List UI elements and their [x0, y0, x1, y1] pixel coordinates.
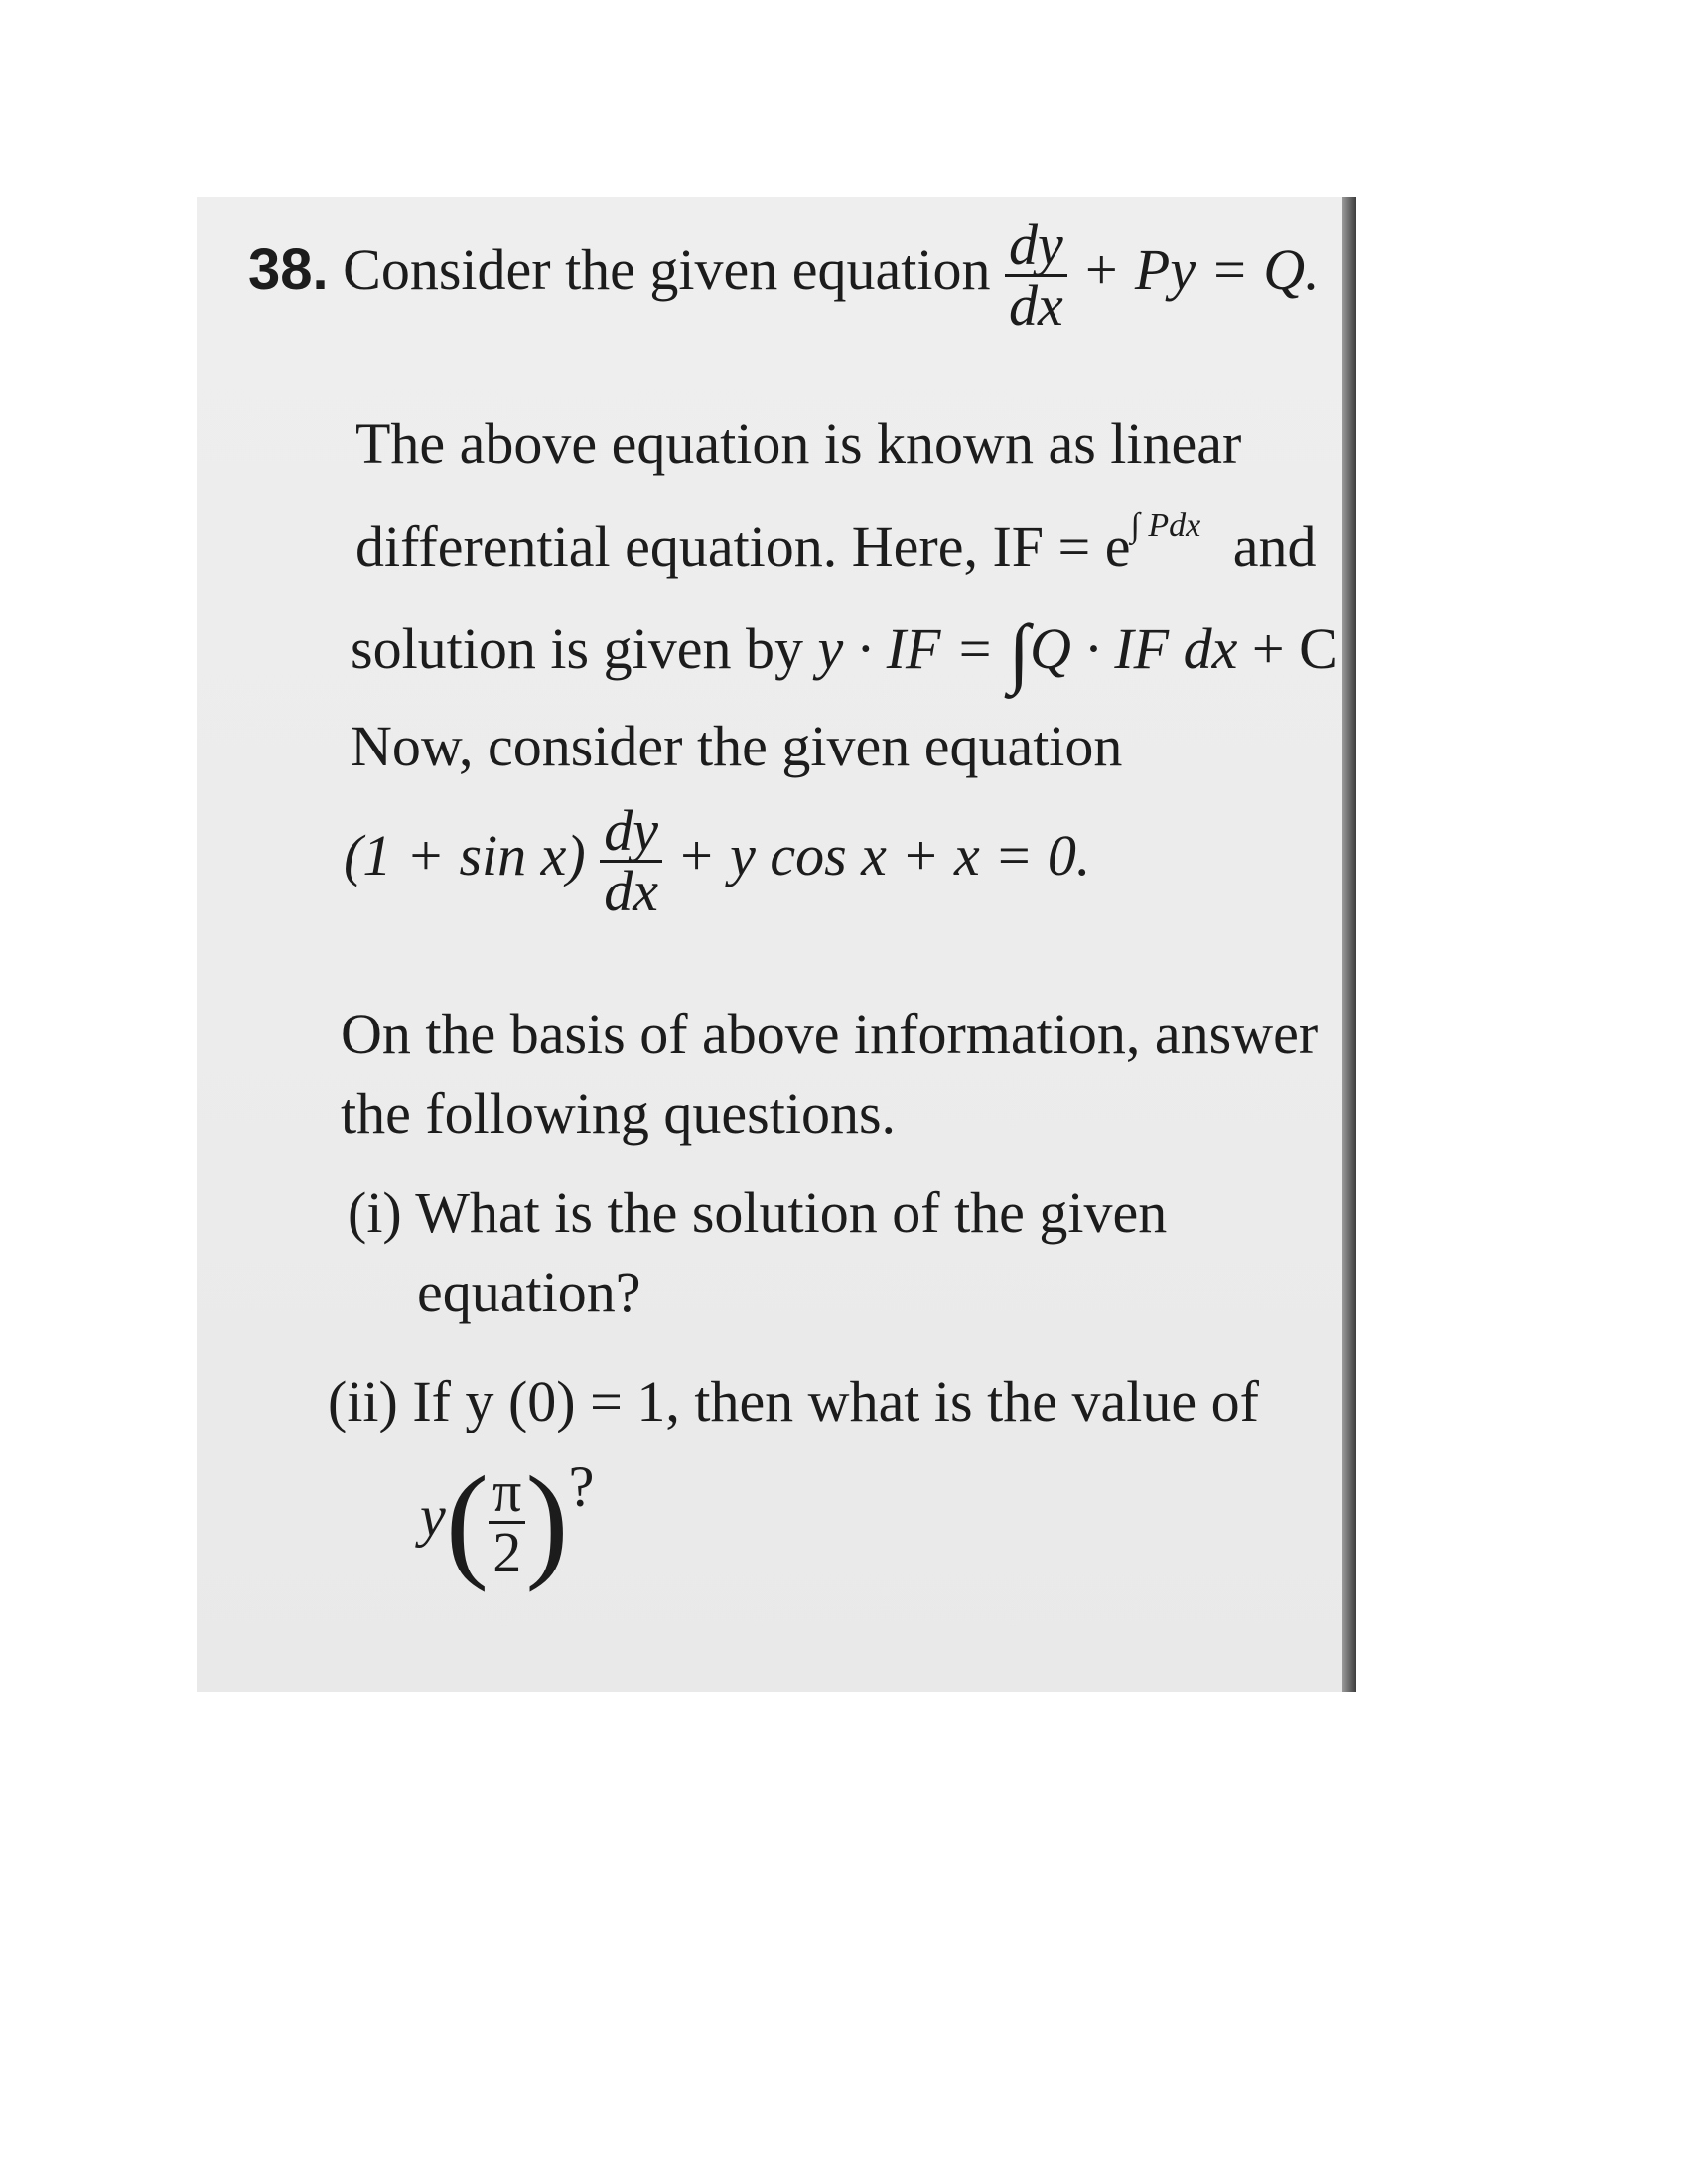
- book-page-photo: [197, 197, 1356, 1692]
- differential: dx: [1183, 616, 1238, 681]
- paragraph-line-3: [351, 609, 1337, 695]
- subquestion-i-line-2: equation?: [417, 1260, 641, 1324]
- exponent: ∫ Pdx: [1130, 507, 1201, 544]
- second-eq-numerator: dy: [604, 798, 658, 863]
- question-intro: Consider the given equation: [343, 236, 991, 302]
- second-eq-factor: (1 + sin x): [344, 822, 586, 887]
- integral-sign: ∫: [1008, 609, 1030, 695]
- question-number: 38.: [248, 236, 329, 302]
- question-header: [248, 212, 1320, 338]
- basis-line-1: On the basis of above information, answer: [341, 1002, 1319, 1066]
- two-symbol: 2: [492, 1519, 522, 1584]
- second-eq-rest: + y cos x + x = 0.: [676, 822, 1091, 887]
- fraction-denominator: dx: [1009, 273, 1063, 338]
- integrating-factor-text: differential equation. Here, IF = e: [355, 514, 1131, 579]
- and-text: and: [1232, 514, 1317, 579]
- pi-over-2-fraction: [489, 1458, 525, 1584]
- book-spine-shadow: [1342, 197, 1356, 1692]
- y-symbol: y: [420, 1483, 446, 1549]
- paragraph-line-4: Now, consider the given equation: [351, 714, 1123, 778]
- second-eq-denominator: dx: [604, 859, 658, 923]
- subquestion-ii: (ii) If y (0) = 1, then what is the value of: [328, 1369, 1259, 1433]
- dy-dx-fraction: [1005, 212, 1067, 338]
- pi-symbol: π: [489, 1463, 525, 1524]
- constant-term: + C: [1251, 616, 1337, 681]
- paragraph-line-1: The above equation is known as linear: [355, 411, 1242, 476]
- solution-lhs: y · IF =: [817, 616, 995, 681]
- fraction-numerator: dy: [1009, 212, 1063, 277]
- second-equation: [344, 798, 1091, 923]
- equation-rest: + Py = Q.: [1081, 236, 1320, 302]
- question-mark: ?: [568, 1453, 595, 1519]
- paragraph-line-2: [355, 507, 1317, 579]
- basis-line-2: the following questions.: [341, 1081, 897, 1146]
- y-pi-over-2: y( $\frac{\pi}{2}$ )?: [420, 1450, 595, 1593]
- subquestion-i-line-1: (i) What is the solution of the given: [348, 1180, 1168, 1245]
- second-eq-fraction: [600, 798, 662, 923]
- solution-text: solution is given by: [351, 616, 803, 681]
- integrand: Q · IF: [1029, 616, 1170, 681]
